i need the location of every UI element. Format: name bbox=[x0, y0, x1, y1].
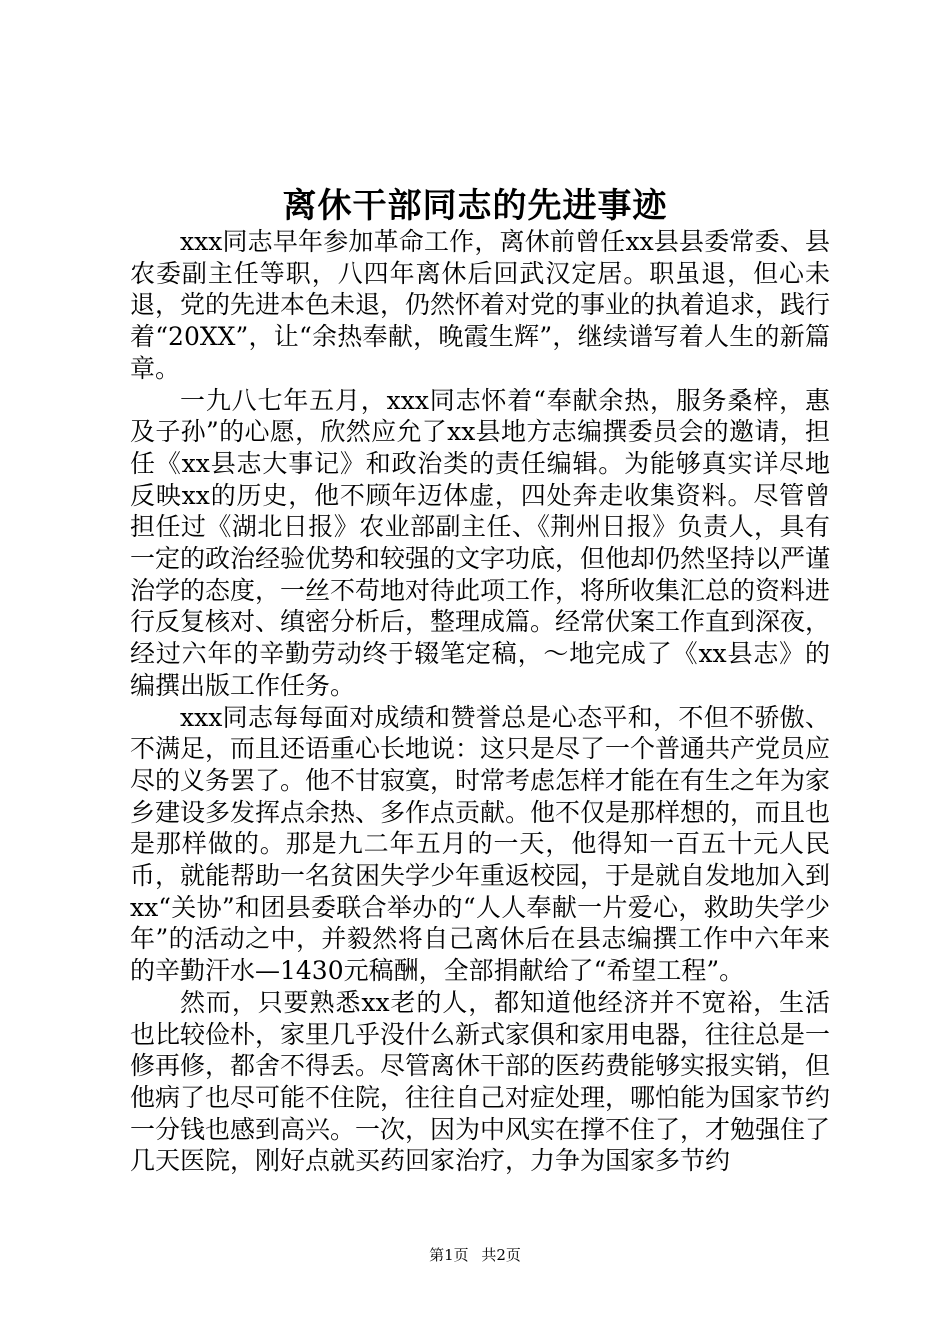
page-footer bbox=[0, 1245, 950, 1265]
document-title: 离休干部同志的先进事迹 bbox=[282, 186, 668, 226]
document-body bbox=[130, 226, 830, 1181]
paragraph: xxx同志早年参加革命工作，离休前曾任xx县县委常委、县农委副主任等职，八四年离休后回武汉定居。职虽退，但心未退，党的先进本色未退，仍然怀着对党的事业的执着追求，践行着“20XX”，让“余热奉献，晚霞生辉”，继续谱写着人生的新篇章。 bbox=[130, 227, 830, 383]
paragraph: xxx同志每每面对成绩和赞誉总是心态平和，不但不骄傲、不满足，而且还语重心长地说：这只是尽了一个普通共产党员应尽的义务罢了。他不甘寂寞，时常考虑怎样才能在有生之年为家乡建设多发挥点余热、多作点贡献。他不仅是那样想的，而且也是那样做的。那是九二年五月的一天，他得知一百五十元人民币，就能帮助一名贫困失学少年重返校园，于是就自发地加入到xx“关协”和团县委联合举办的“人人奉献一片爱心，救助失学少年”的活动之中，并毅然将自己离休后在县志编撰工作中六年来的辛勤汗水—1430元稿酬，全部捐献给了“希望工程”。 bbox=[130, 702, 830, 986]
paragraph: 一九八七年五月，xxx同志怀着“奉献余热，服务桑梓，惠及子孙”的心愿，欣然应允了xx县地方志编撰委员会的邀请，担任《xx县志大事记》和政治类的责任编辑。为能够真实详尽地反映xx的历史，他不顾年迈体虚，四处奔走收集资料。尽管曾担任过《湖北日报》农业部副主任、《荆州日报》负责人，具有一定的政治经验优势和较强的文字功底，但他却仍然坚持以严谨治学的态度，一丝不苟地对待此项工作，将所收集汇总的资料进行反复核对、缜密分析后，整理成篇。经常伏案工作直到深夜，经过六年的辛勤劳动终于辍笔定稿，～地完成了《xx县志》的编撰出版工作任务。 bbox=[130, 385, 830, 700]
page-total: 共2页 bbox=[481, 1246, 521, 1264]
paragraph: 然而，只要熟悉xx老的人，都知道他经济并不宽裕，生活也比较俭朴，家里几乎没什么新式家俱和家用电器，往往总是一修再修，都舍不得丢。尽管离休干部的医药费能够实报实销，但他病了也尽可能不住院，往往自己对症处理，哪怕能为国家节约一分钱也感到高兴。一次，因为中风实在撑不住了，才勉强住了几天医院，刚好点就买药回家治疗，力争为国家多节约 bbox=[130, 987, 830, 1176]
page-number: 第1页 bbox=[429, 1246, 469, 1264]
